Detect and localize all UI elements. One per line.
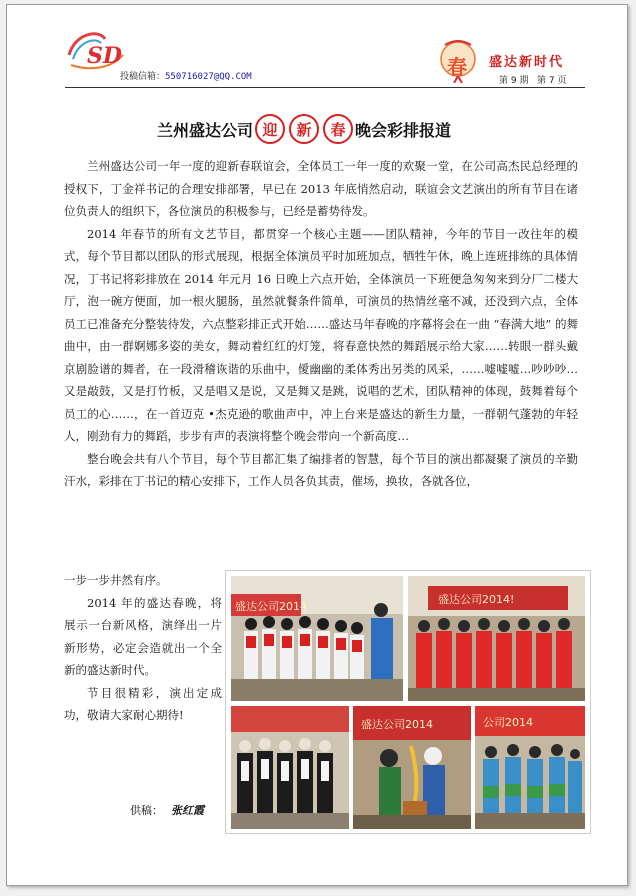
email-label: 投稿信箱： — [120, 72, 166, 82]
side-column — [64, 569, 222, 727]
header-rule — [65, 87, 585, 88]
photo-opera-mask-dancers — [231, 706, 349, 829]
contributor-credit — [130, 802, 204, 818]
paragraph-2: 2014 年春节的所有文艺节目，都贯穿一个核心主题——团队精神，今年的节目一改往年的模式，每个节目都以团队的形式展现，根据全体演员平时加班加点，牺牲午休，晚上连班排练的具体情况，丁书记将彩排放在 2014 年元月 16 日晚上六点开始，全体演员一下班便急匆匆来到分厂二楼大厅，泡一碗方便面，加一根火腿肠，虽然就餐条件简单，可演员的热情丝毫不减，还没到六点，全体员工已准备充分整装待发，六点整彩排正式开始……盛达马年春晚的序幕将会在一曲 “春满大地” 的舞曲中，由一群婀娜多姿的美女，舞动着红红的灯笼，将春意快然的舞蹈展示给大家……转眼一群头戴京剧脸谱的舞者，在一段滑稽诙谐的乐曲中，僾幽幽的柔体秀出另类的风采，……嘘嘘嘘…吵吵吵…又是敲鼓，又是打竹板，又是唱又是说，又是舞又是跳，说唱的艺术，团队精神的体现，鼓舞着每个员工的心……，在一首迈克 •杰克逊的歌曲声中，冲上台来是盛达的新生力量，一群朝气蓬勃的年轻人，刚劲有力的舞蹈，步步有声的表演将整个晚会带向一个新高度… — [64, 226, 578, 443]
title-bubble-ying: 迎 — [255, 114, 285, 144]
company-logo — [65, 25, 135, 75]
contributor-label: 供稿： — [130, 804, 163, 817]
title-suffix: 晚会彩排报道 — [355, 120, 452, 140]
paragraph-3-end: 一步一步井然有序。 — [64, 573, 168, 587]
title-bubble-xin: 新 — [289, 114, 319, 144]
paragraph-5: 节目很精彩，演出定成功，敬请大家耐心期待! — [64, 685, 222, 722]
title-bubble-chun: 春 — [323, 114, 353, 144]
photo-lantern-dancers — [231, 576, 403, 701]
paragraph-4: 2014 年的盛达春晚，将展示一台新风格，演绎出一片新形势，必定会造就出一个全新的盛达新时代。 — [64, 595, 222, 677]
photo-banner-1: 盛达公司2014 — [235, 600, 307, 613]
photo-banner-3: 盛达公司2014 — [361, 718, 433, 731]
contributor-name: 张红霞 — [171, 804, 204, 817]
photo-comedy-skit — [353, 706, 471, 829]
email-address[interactable]: 550716027@QQ.COM — [165, 72, 252, 82]
article-title — [157, 114, 451, 144]
page-label: 第 7 页 — [537, 76, 567, 86]
photo-banner-2: 盛达公司2014! — [438, 593, 515, 606]
photo-red-costume-group — [408, 576, 585, 701]
masthead-brand — [437, 37, 607, 87]
photo-young-dancers — [475, 706, 585, 829]
photo-collage — [225, 570, 591, 834]
submission-email — [120, 69, 252, 82]
issue-label: 第 9 期 — [499, 76, 529, 86]
article-body — [64, 155, 578, 493]
paragraph-3: 整台晚会共有八个节目，每个节目都汇集了编排者的智慧，每个节目的演出都凝聚了演员的辛勤汗水，彩排在丁书记的精心安排下，工作人员各负其责，催场，换妆，各就各位， — [64, 451, 578, 488]
paragraph-1: 兰州盛达公司一年一度的迎新春联谊会，全体员工一年一度的欢聚一堂，在公司高杰民总经理的授权下，丁金祥书记的合理安排部署，早已在 2013 年底悄然启动，联谊会文艺演出的所有节目在诸位负责人的组织下，各位演员的积极参与，已经是蓄势待发。 — [64, 159, 578, 218]
newsletter-page — [6, 4, 628, 886]
photo-banner-4: 公司2014 — [483, 716, 533, 729]
spring-character: 春 — [447, 55, 467, 79]
brand-name: 盛达新时代 — [489, 55, 565, 70]
logo-text: SD — [87, 43, 122, 69]
issue-info — [499, 73, 567, 86]
title-prefix: 兰州盛达公司 — [157, 120, 254, 140]
